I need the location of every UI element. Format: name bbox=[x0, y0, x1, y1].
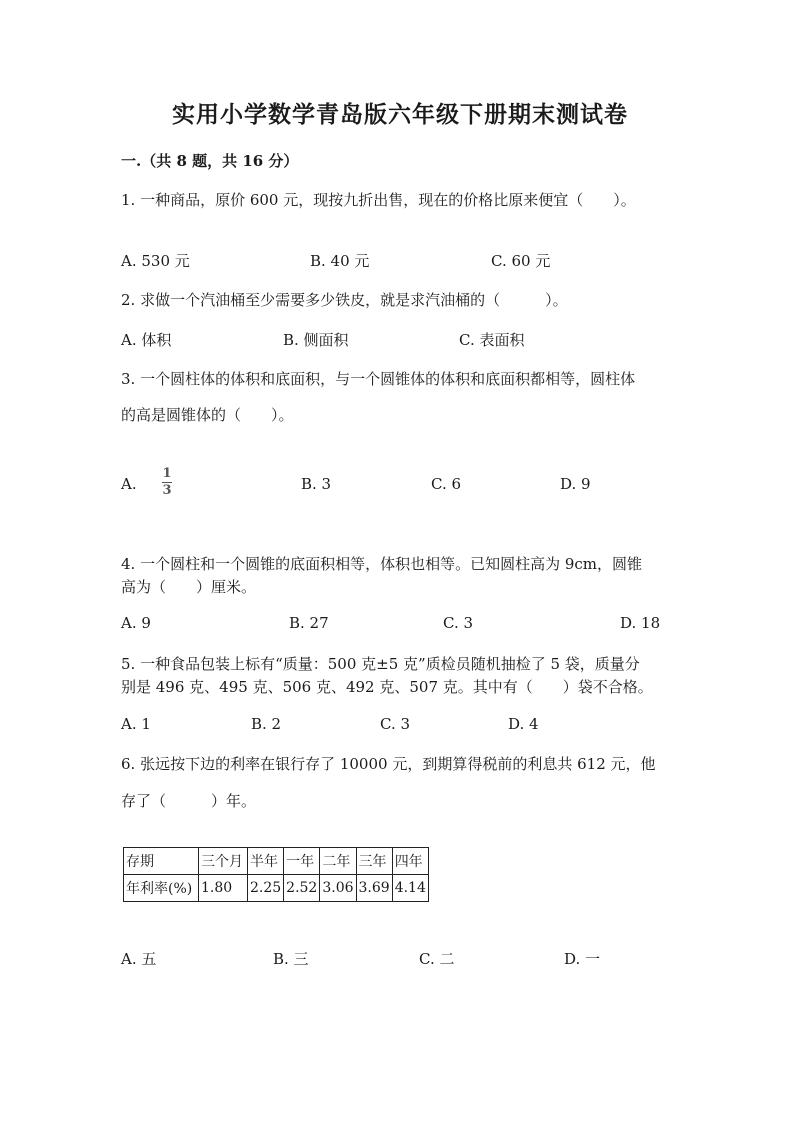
table-cell: 4.14 bbox=[392, 875, 428, 902]
table-cell: 一年 bbox=[284, 848, 320, 875]
question-6-option-b: B. 三 bbox=[273, 950, 309, 968]
question-4-option-a: A. 9 bbox=[121, 614, 151, 632]
interest-rate-table bbox=[123, 847, 429, 902]
question-1-option-c: C. 60 元 bbox=[491, 252, 551, 270]
question-2-text: 2. 求做一个汽油桶至少需要多少铁皮，就是求汽油桶的（ ）。 bbox=[121, 291, 568, 309]
table-cell: 3.69 bbox=[356, 875, 392, 902]
question-5-text-line-1: 5. 一种食品包装上标有“质量：500 克±5 克”质检员随机抽检了 5 袋，质量分 bbox=[121, 655, 640, 673]
fraction-denominator: 3 bbox=[162, 483, 172, 498]
table-cell: 存期 bbox=[124, 848, 199, 875]
question-1-text: 1. 一种商品，原价 600 元，现按九折出售，现在的价格比原来便宜（ ）。 bbox=[121, 191, 636, 209]
section-heading: 一.（共 8 题，共 16 分） bbox=[121, 152, 299, 170]
table-cell: 二年 bbox=[320, 848, 356, 875]
question-1-option-b: B. 40 元 bbox=[310, 252, 370, 270]
question-2-option-b: B. 侧面积 bbox=[283, 331, 349, 349]
fraction-one-third bbox=[161, 467, 173, 498]
page-title: 实用小学数学青岛版六年级下册期末测试卷 bbox=[172, 101, 628, 128]
table-cell: 2.25 bbox=[248, 875, 284, 902]
question-5-option-b: B. 2 bbox=[251, 715, 282, 733]
question-4-text-line-1: 4. 一个圆柱和一个圆锥的底面积相等，体积也相等。已知圆柱高为 9cm，圆锥 bbox=[121, 555, 643, 573]
question-3-text-line-1: 3. 一个圆柱体的体积和底面积，与一个圆锥体的体积和底面积都相等，圆柱体 bbox=[121, 370, 636, 388]
question-6-option-c: C. 二 bbox=[419, 950, 455, 968]
question-3-option-a: A. bbox=[121, 475, 137, 493]
question-4-option-b: B. 27 bbox=[289, 614, 329, 632]
question-6-text-line-1: 6. 张远按下边的利率在银行存了 10000 元，到期算得税前的利息共 612 元，他 bbox=[121, 755, 656, 773]
question-4-option-c: C. 3 bbox=[443, 614, 474, 632]
question-3-option-d: D. 9 bbox=[560, 475, 591, 493]
table-cell: 2.52 bbox=[284, 875, 320, 902]
question-6-option-a: A. 五 bbox=[121, 950, 157, 968]
question-3-option-c: C. 6 bbox=[431, 475, 462, 493]
question-2-option-a: A. 体积 bbox=[121, 331, 172, 349]
table-cell: 1.80 bbox=[199, 875, 248, 902]
question-6-option-d: D. 一 bbox=[564, 950, 601, 968]
table-row bbox=[124, 848, 429, 875]
question-3-text-line-2: 的高是圆锥体的（ ）。 bbox=[121, 406, 294, 424]
table-cell: 三年 bbox=[356, 848, 392, 875]
question-3-option-b: B. 3 bbox=[301, 475, 332, 493]
table-cell: 年利率(%) bbox=[124, 875, 199, 902]
question-1-option-a: A. 530 元 bbox=[121, 252, 190, 270]
question-5-option-a: A. 1 bbox=[121, 715, 151, 733]
question-4-option-d: D. 18 bbox=[620, 614, 661, 632]
table-cell: 三个月 bbox=[199, 848, 248, 875]
fraction-numerator: 1 bbox=[162, 466, 172, 481]
question-5-text-line-2: 别是 496 克、495 克、506 克、492 克、507 克。其中有（ ）袋不合格。 bbox=[121, 678, 653, 696]
question-2-option-c: C. 表面积 bbox=[459, 331, 525, 349]
table-row bbox=[124, 875, 429, 902]
table-cell: 3.06 bbox=[320, 875, 356, 902]
question-6-text-line-2: 存了（ ）年。 bbox=[121, 792, 257, 810]
question-4-text-line-2: 高为（ ）厘米。 bbox=[121, 578, 257, 596]
table-cell: 四年 bbox=[392, 848, 428, 875]
question-5-option-c: C. 3 bbox=[380, 715, 411, 733]
question-5-option-d: D. 4 bbox=[508, 715, 539, 733]
table-cell: 半年 bbox=[248, 848, 284, 875]
